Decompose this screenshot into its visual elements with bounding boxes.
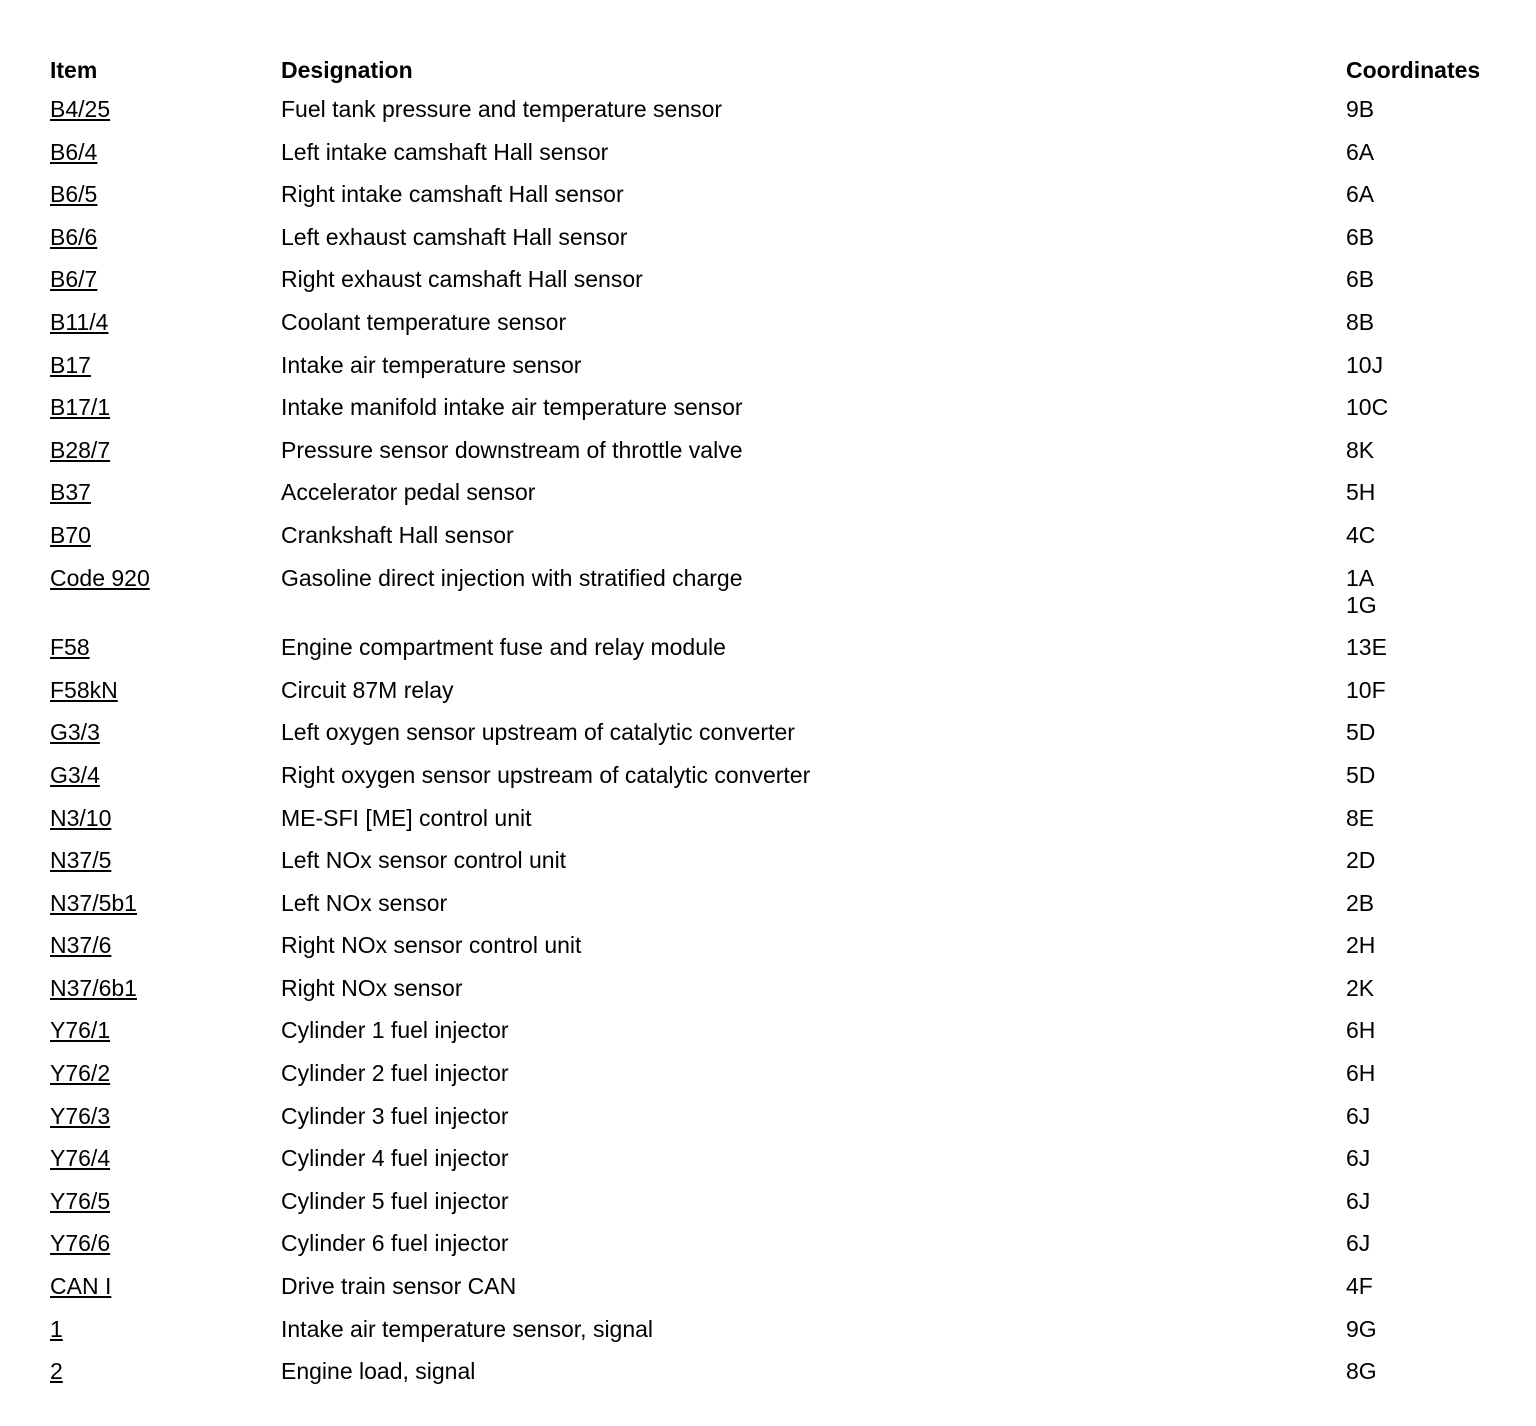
item-link[interactable]: B28/7 xyxy=(50,436,111,463)
coordinates-cell xyxy=(1346,1358,1520,1401)
item-cell xyxy=(50,677,281,720)
coordinates-cell xyxy=(1346,522,1520,565)
table-row xyxy=(50,139,1520,182)
table-row xyxy=(50,975,1520,1018)
coordinates-cell xyxy=(1346,975,1520,1018)
coordinates-cell xyxy=(1346,352,1520,395)
item-cell xyxy=(50,719,281,762)
coordinate-value: 2B xyxy=(1346,889,1375,916)
item-cell xyxy=(50,565,281,635)
table-row xyxy=(50,479,1520,522)
item-cell xyxy=(50,522,281,565)
coordinates-cell xyxy=(1346,634,1520,677)
item-cell xyxy=(50,1316,281,1359)
item-column-header: Item xyxy=(50,57,98,83)
item-cell xyxy=(50,352,281,395)
item-link[interactable]: B70 xyxy=(50,521,91,548)
item-cell xyxy=(50,975,281,1018)
designation-cell: Right NOx sensor control unit xyxy=(281,932,582,959)
item-cell xyxy=(50,847,281,890)
item-link[interactable]: Y76/5 xyxy=(50,1187,111,1214)
designation-cell: Fuel tank pressure and temperature sensor xyxy=(281,96,723,122)
item-link[interactable]: B6/6 xyxy=(50,223,98,250)
coordinate-value: 6H xyxy=(1346,1060,1376,1087)
coordinate-value: 8E xyxy=(1346,804,1375,831)
coordinate-value: 1G xyxy=(1346,591,1377,618)
item-link[interactable]: G3/4 xyxy=(50,761,100,788)
item-cell xyxy=(50,634,281,677)
coordinates-cell xyxy=(1346,762,1520,805)
designation-cell: Left intake camshaft Hall sensor xyxy=(281,138,609,165)
table-row xyxy=(50,224,1520,267)
coordinate-value: 9B xyxy=(1346,96,1375,122)
item-cell xyxy=(50,1017,281,1060)
item-link[interactable]: N37/6 xyxy=(50,932,112,959)
item-cell xyxy=(50,309,281,352)
table-row xyxy=(50,1358,1520,1401)
item-link[interactable]: B37 xyxy=(50,479,91,506)
coordinate-value: 4C xyxy=(1346,521,1376,548)
table-row xyxy=(50,309,1520,352)
item-link[interactable]: F58 xyxy=(50,634,90,661)
coordinates-cell xyxy=(1346,96,1520,139)
designation-cell: Pressure sensor downstream of throttle valve xyxy=(281,436,743,463)
item-link[interactable]: B17/1 xyxy=(50,394,111,421)
table-row xyxy=(50,890,1520,933)
coordinate-value: 6H xyxy=(1346,1017,1376,1044)
designation-cell: Cylinder 2 fuel injector xyxy=(281,1060,509,1087)
table-row xyxy=(50,1017,1520,1060)
designation-cell: Intake air temperature sensor, signal xyxy=(281,1315,654,1342)
coordinate-value: 4F xyxy=(1346,1273,1373,1300)
designation-cell: Cylinder 5 fuel injector xyxy=(281,1187,509,1214)
coordinates-cell xyxy=(1346,394,1520,437)
coordinates-column-header: Coordinates xyxy=(1346,57,1481,83)
designation-cell: Engine load, signal xyxy=(281,1358,476,1385)
designation-cell: Left NOx sensor control unit xyxy=(281,847,567,874)
coordinates-cell xyxy=(1346,1017,1520,1060)
designation-cell: Intake air temperature sensor xyxy=(281,351,582,378)
item-link[interactable]: G3/3 xyxy=(50,719,100,746)
item-link[interactable]: N37/5b1 xyxy=(50,889,137,916)
designation-cell: Engine compartment fuse and relay module xyxy=(281,634,726,661)
table-row xyxy=(50,634,1520,677)
designation-cell: Accelerator pedal sensor xyxy=(281,479,536,506)
designation-cell: Cylinder 3 fuel injector xyxy=(281,1102,509,1129)
item-cell xyxy=(50,479,281,522)
item-link[interactable]: N3/10 xyxy=(50,804,112,831)
designation-cell: Cylinder 1 fuel injector xyxy=(281,1017,509,1044)
designation-cell: Left oxygen sensor upstream of catalytic converter xyxy=(281,719,795,746)
table-row xyxy=(50,96,1520,139)
item-link[interactable]: N37/6b1 xyxy=(50,974,137,1001)
item-cell xyxy=(50,890,281,933)
item-link[interactable]: CAN I xyxy=(50,1273,112,1300)
coordinates-cell xyxy=(1346,847,1520,890)
item-cell xyxy=(50,139,281,182)
table-row xyxy=(50,181,1520,224)
table-row xyxy=(50,932,1520,975)
designation-cell: Right NOx sensor xyxy=(281,974,463,1001)
item-cell xyxy=(50,1358,281,1401)
coordinates-cell xyxy=(1346,719,1520,762)
item-link[interactable]: B11/4 xyxy=(50,308,109,335)
coordinates-cell xyxy=(1346,309,1520,352)
table-row xyxy=(50,1230,1520,1273)
table-row xyxy=(50,1060,1520,1103)
coordinates-cell xyxy=(1346,805,1520,848)
item-link[interactable]: B6/5 xyxy=(50,181,98,208)
coordinate-value: 9G xyxy=(1346,1315,1377,1342)
item-link[interactable]: 2 xyxy=(50,1358,63,1385)
designation-cell: Coolant temperature sensor xyxy=(281,308,567,335)
designation-cell: ME-SFI [ME] control unit xyxy=(281,804,532,831)
designation-cell: Left exhaust camshaft Hall sensor xyxy=(281,223,628,250)
coordinates-cell xyxy=(1346,1188,1520,1231)
designation-cell: Right oxygen sensor upstream of catalytic converter xyxy=(281,761,811,788)
coordinates-cell xyxy=(1346,932,1520,975)
item-link[interactable]: B17 xyxy=(50,351,91,378)
table-row xyxy=(50,352,1520,395)
item-cell xyxy=(50,932,281,975)
item-link[interactable]: Y76/1 xyxy=(50,1017,111,1044)
table-row xyxy=(50,1103,1520,1146)
table-row xyxy=(50,719,1520,762)
coordinate-value: 6A xyxy=(1346,181,1375,208)
coordinates-cell xyxy=(1346,181,1520,224)
coordinate-value: 6B xyxy=(1346,266,1375,293)
designation-cell: Drive train sensor CAN xyxy=(281,1273,517,1300)
coordinate-value: 1A xyxy=(1346,564,1375,591)
table-row xyxy=(50,1316,1520,1359)
coordinate-value: 2K xyxy=(1346,974,1375,1001)
item-link[interactable]: B4/25 xyxy=(50,96,111,122)
coordinate-value: 6J xyxy=(1346,1187,1371,1214)
coordinates-cell xyxy=(1346,139,1520,182)
coordinates-cell xyxy=(1346,1273,1520,1316)
table-row xyxy=(50,266,1520,309)
designation-cell: Crankshaft Hall sensor xyxy=(281,521,514,548)
coordinates-cell xyxy=(1346,437,1520,480)
item-cell xyxy=(50,1230,281,1273)
table-row xyxy=(50,762,1520,805)
table-row xyxy=(50,1145,1520,1188)
item-link[interactable]: Code 920 xyxy=(50,564,150,591)
coordinates-cell xyxy=(1346,266,1520,309)
coordinate-value: 5D xyxy=(1346,761,1376,788)
coordinate-value: 8K xyxy=(1346,436,1375,463)
coordinate-value: 5D xyxy=(1346,719,1376,746)
coordinates-cell xyxy=(1346,224,1520,267)
table-row xyxy=(50,805,1520,848)
legend-table xyxy=(50,54,1520,1401)
item-link[interactable]: 1 xyxy=(50,1315,63,1342)
designation-cell: Right intake camshaft Hall sensor xyxy=(281,181,624,208)
coordinate-value: 8G xyxy=(1346,1358,1377,1385)
table-row xyxy=(50,677,1520,720)
item-cell xyxy=(50,1145,281,1188)
coordinates-cell xyxy=(1346,479,1520,522)
coordinates-cell xyxy=(1346,1316,1520,1359)
item-cell xyxy=(50,224,281,267)
header-row xyxy=(50,54,1520,96)
table-body xyxy=(50,96,1520,1401)
coordinates-cell xyxy=(1346,890,1520,933)
item-cell xyxy=(50,96,281,139)
coordinate-value: 10J xyxy=(1346,351,1384,378)
item-cell xyxy=(50,394,281,437)
coordinate-value: 6A xyxy=(1346,138,1375,165)
item-cell xyxy=(50,1188,281,1231)
coordinates-cell xyxy=(1346,1060,1520,1103)
coordinate-value: 6J xyxy=(1346,1145,1371,1172)
coordinate-value: 6B xyxy=(1346,223,1375,250)
item-cell xyxy=(50,1060,281,1103)
designation-cell: Right exhaust camshaft Hall sensor xyxy=(281,266,643,293)
coordinate-value: 5H xyxy=(1346,479,1376,506)
coordinates-cell xyxy=(1346,1103,1520,1146)
coordinate-value: 6J xyxy=(1346,1102,1371,1129)
item-link[interactable]: B6/4 xyxy=(50,138,98,165)
item-link[interactable]: Y76/4 xyxy=(50,1145,111,1172)
coordinate-value: 6J xyxy=(1346,1230,1371,1257)
table-row xyxy=(50,847,1520,890)
coordinates-cell xyxy=(1346,1145,1520,1188)
item-cell xyxy=(50,181,281,224)
designation-cell: Left NOx sensor xyxy=(281,889,448,916)
item-link[interactable]: Y76/6 xyxy=(50,1230,111,1257)
table-row xyxy=(50,394,1520,437)
designation-cell: Intake manifold intake air temperature sensor xyxy=(281,394,743,421)
coordinate-value: 2D xyxy=(1346,847,1376,874)
coordinates-cell xyxy=(1346,1230,1520,1273)
coordinates-cell xyxy=(1346,677,1520,720)
item-link[interactable]: Y76/3 xyxy=(50,1102,111,1129)
item-cell xyxy=(50,437,281,480)
designation-cell: Cylinder 6 fuel injector xyxy=(281,1230,509,1257)
coordinate-value: 8B xyxy=(1346,308,1375,335)
coordinate-value: 2H xyxy=(1346,932,1376,959)
designation-column-header: Designation xyxy=(281,57,413,83)
table-row xyxy=(50,565,1520,635)
coordinate-value: 13E xyxy=(1346,634,1387,661)
coordinate-value: 10F xyxy=(1346,676,1386,703)
coordinate-value: 10C xyxy=(1346,394,1389,421)
designation-cell: Cylinder 4 fuel injector xyxy=(281,1145,509,1172)
table-row xyxy=(50,522,1520,565)
table-row xyxy=(50,437,1520,480)
coordinates-cell xyxy=(1346,565,1520,635)
item-cell xyxy=(50,1103,281,1146)
item-cell xyxy=(50,805,281,848)
designation-cell: Gasoline direct injection with stratified charge xyxy=(281,564,743,591)
designation-cell: Circuit 87M relay xyxy=(281,676,454,703)
table-row xyxy=(50,1273,1520,1316)
item-link[interactable]: B6/7 xyxy=(50,266,98,293)
item-cell xyxy=(50,1273,281,1316)
item-cell xyxy=(50,762,281,805)
item-link[interactable]: Y76/2 xyxy=(50,1060,111,1087)
item-link[interactable]: N37/5 xyxy=(50,847,112,874)
item-link[interactable]: F58kN xyxy=(50,676,118,703)
item-cell xyxy=(50,266,281,309)
table-row xyxy=(50,1188,1520,1231)
